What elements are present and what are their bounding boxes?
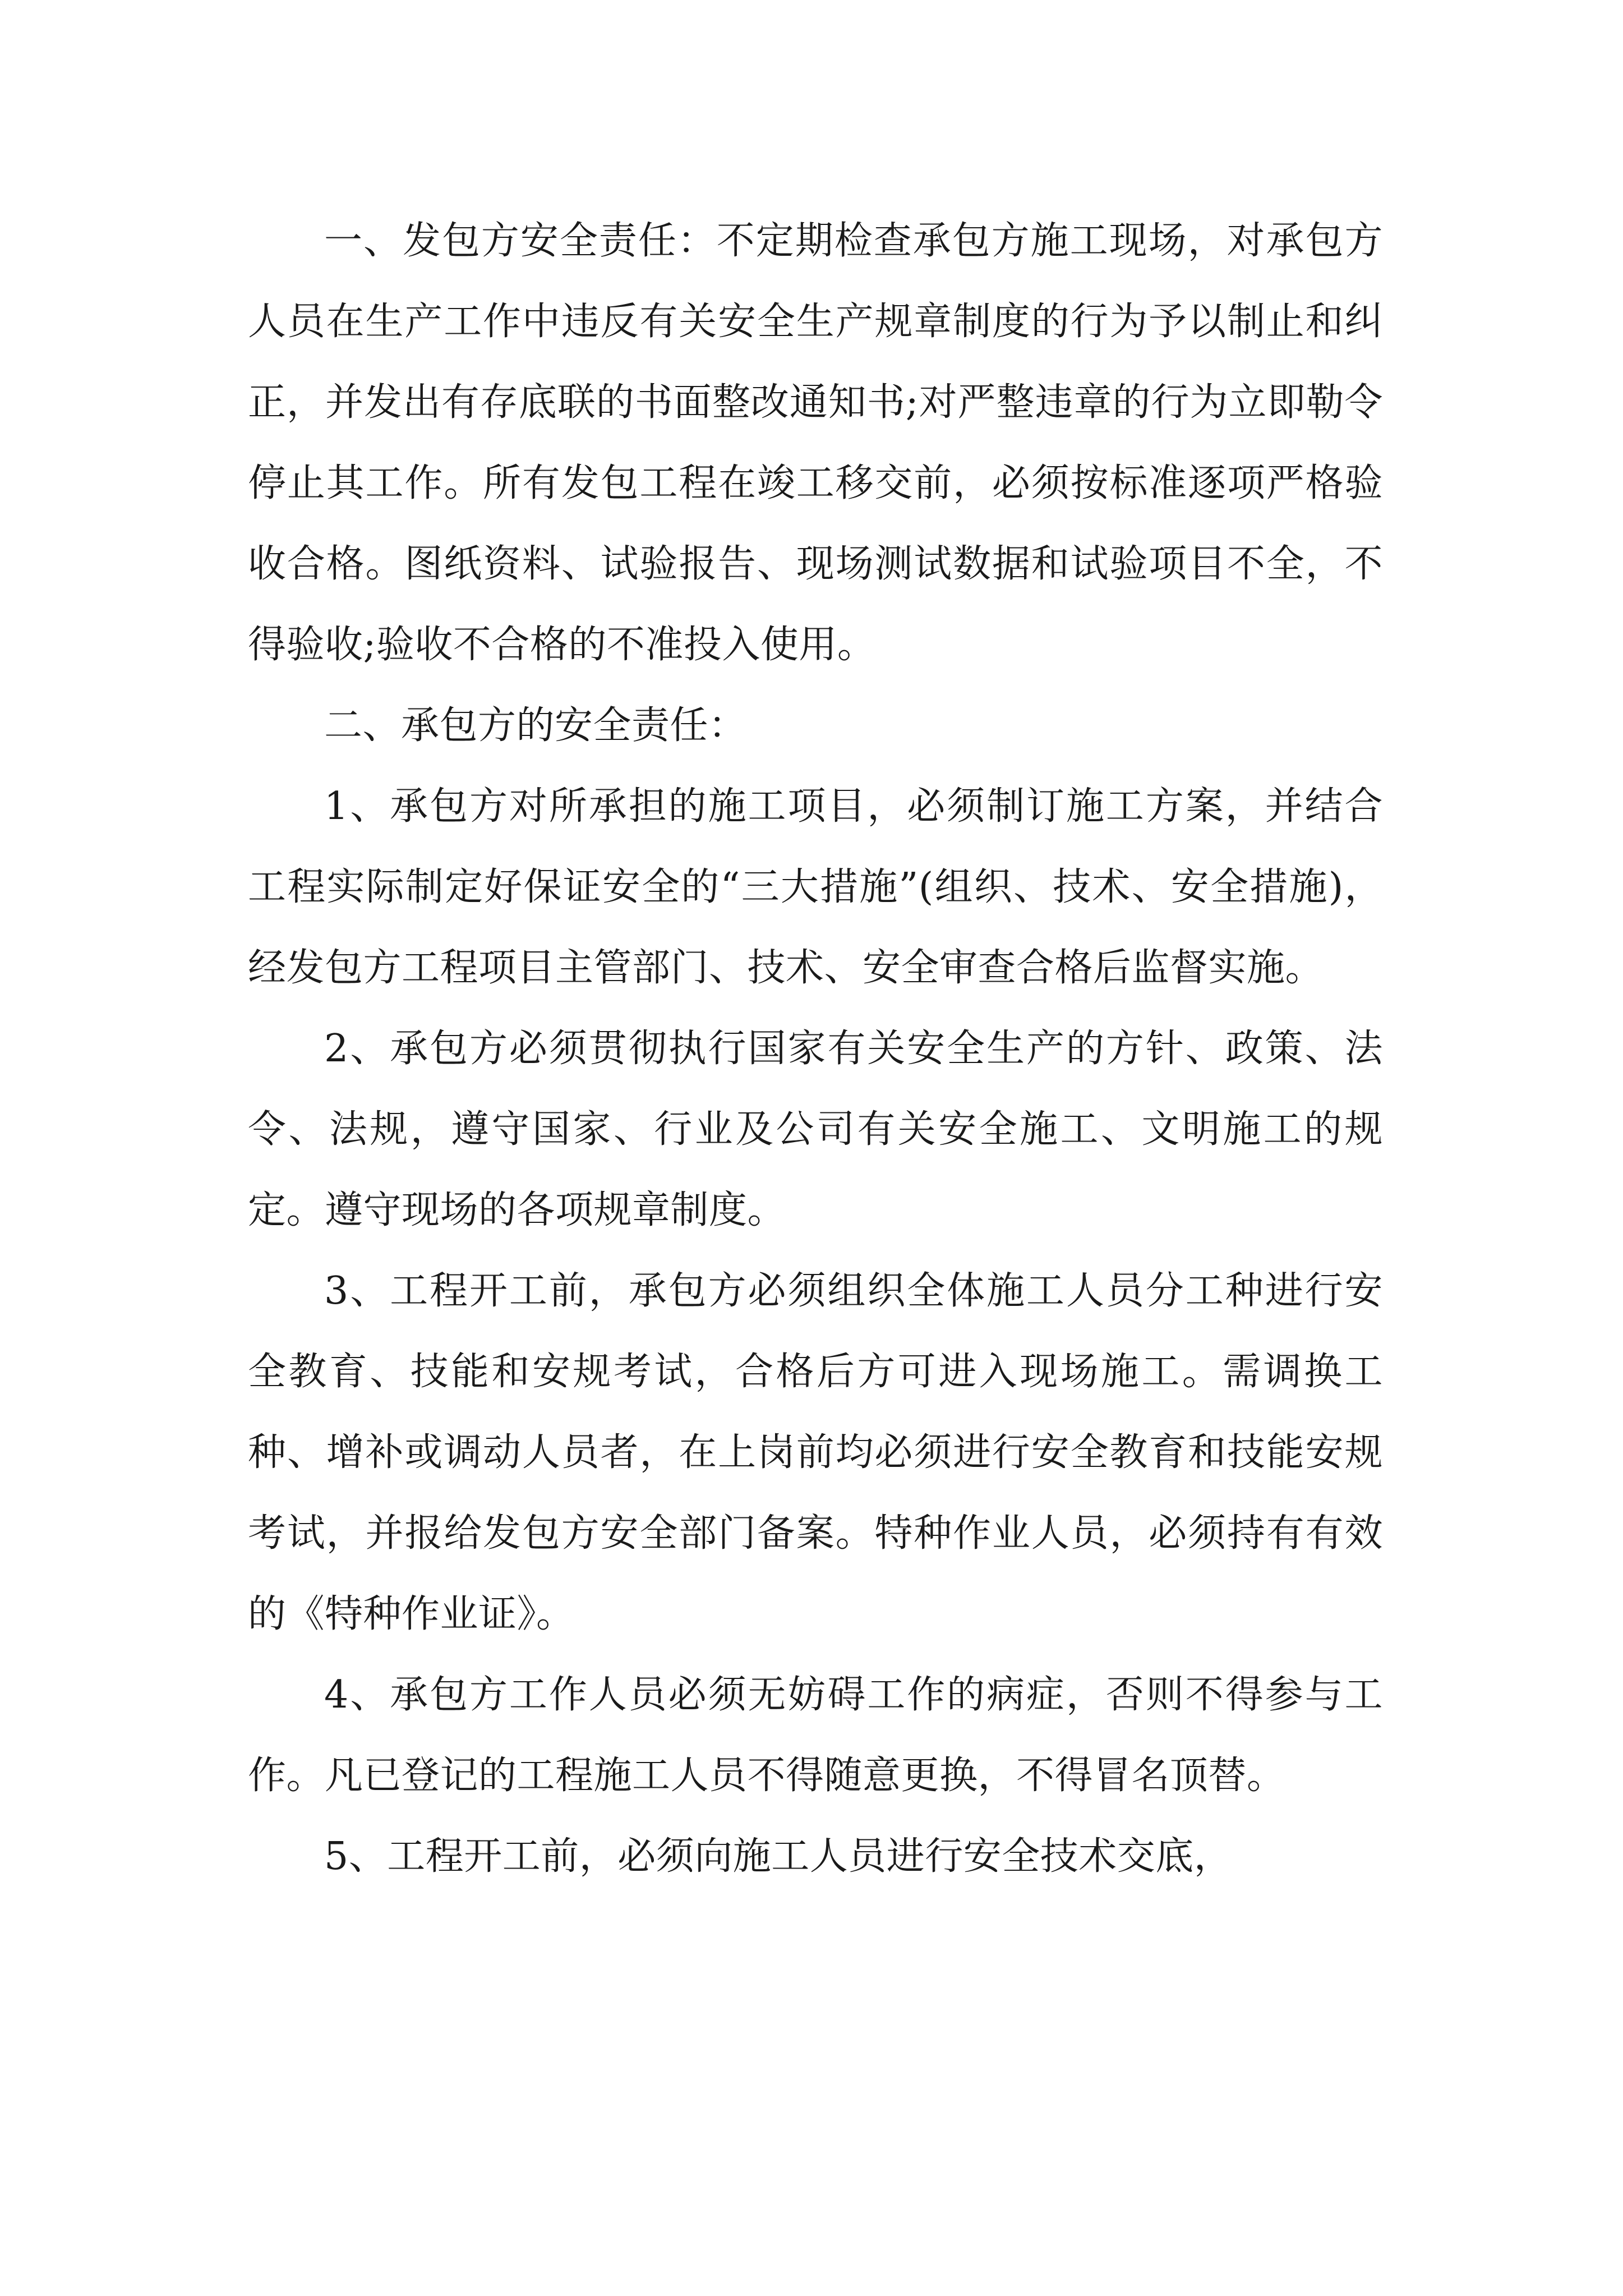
paragraph-item-3: 3、工程开工前，承包方必须组织全体施工人员分工种进行安全教育、技能和安规考试，合格后方可进入现场施工。需调换工种、增补或调动人员者，在上岗前均必须进行安全教育和技能安规考试，并报给发包方安全部门备案。特种作业人员，必须持有有效的《特种作业证》。 <box>248 1269 1383 1636</box>
paragraph-item-4: 4、承包方工作人员必须无妨碍工作的病症，否则不得参与工作。凡已登记的工程施工人员不得随意更换，不得冒名顶替。 <box>248 1673 1383 1798</box>
paragraph-item-1: 1、承包方对所承担的施工项目，必须制订施工方案，并结合工程实际制定好保证安全的“三大措施”(组织、技术、安全措施)，经发包方工程项目主管部门、技术、安全审查合格后监督实施。 <box>248 784 1383 990</box>
paragraph-employer-responsibility: 一、发包方安全责任：不定期检查承包方施工现场，对承包方人员在生产工作中违反有关安全生产规章制度的行为予以制止和纠正，并发出有存底联的书面整改通知书;对严整违章的行为立即勒令停止其工作。所有发包工程在竣工移交前，必须按标准逐项严格验收合格。图纸资料、试验报告、现场测试数据和试验项目不全，不得验收;验收不合格的不准投入使用。 <box>248 219 1383 667</box>
paragraph-item-5: 5、工程开工前，必须向施工人员进行安全技术交底， <box>324 1834 1233 1879</box>
document-body <box>248 201 1383 1897</box>
paragraph-item-2: 2、承包方必须贯彻执行国家有关安全生产的方针、政策、法令、法规，遵守国家、行业及公司有关安全施工、文明施工的规定。遵守现场的各项规章制度。 <box>248 1027 1383 1232</box>
paragraph-contractor-heading: 二、承包方的安全责任： <box>324 703 747 748</box>
